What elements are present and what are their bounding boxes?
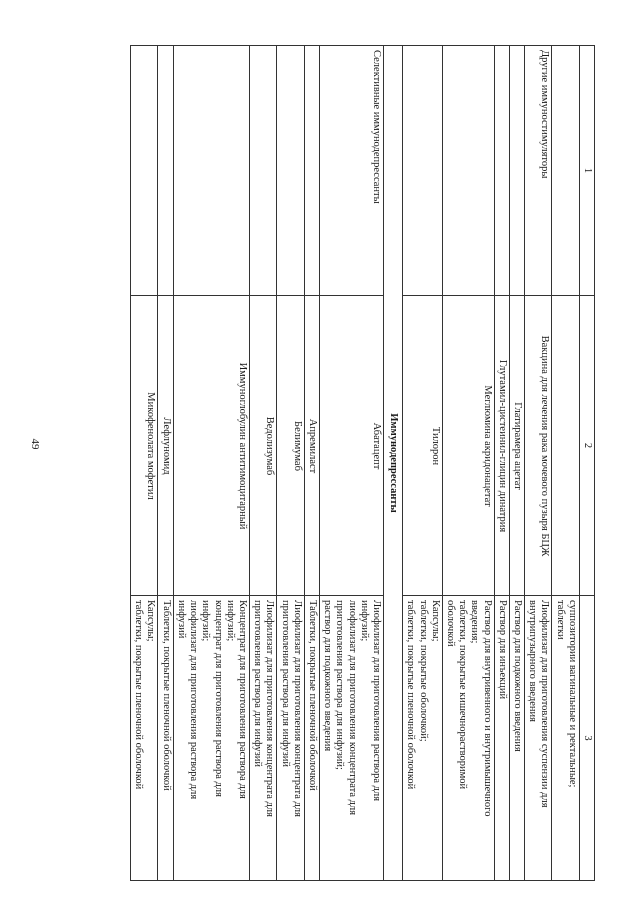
section-title: Иммунодепрессанты [383,46,402,881]
dosage-form-line: инфузий; [224,600,236,642]
dosage-form-line: инфузий; [200,600,212,642]
dosage-form-line: раствор для подкожного введения [322,600,334,752]
rotated-table-container [105,45,595,880]
dosage-form-line: таблетки [554,600,566,640]
dosage-form-line: приготовления раствора для инфузий [279,600,291,768]
dosage-form-line: Раствор для подкожного введения [511,600,523,752]
pharmacological-group-cell [304,46,319,296]
dosage-form-line: Лиофилизат для приготовления концентрата для [264,600,276,817]
table-row [277,46,304,881]
dosage-form-line: Капсулы; [145,600,157,642]
dosage-form-line: Лиофилизат для приготовления суспензии для [539,600,551,808]
dosage-form-line: оболочкой [444,600,456,647]
pharmacological-group-cell [277,46,304,296]
dosage-form-cell [173,596,249,881]
drug-name-cell [552,296,579,596]
dosage-form-cell [552,596,579,881]
table-row [552,46,579,881]
dosage-form-line: Лиофилизат для приготовления концентрата для [291,600,303,817]
pharmacological-group-cell [173,46,249,296]
pharmacological-group-cell: Другие иммуностимуляторы [524,46,551,296]
drug-name-cell: Глатирамера ацетат [509,296,524,596]
dosage-form-line: лиофилизат для приготовления концентрата для [346,600,358,816]
dosage-form-line: Раствор для инъекций [496,600,508,700]
section-row [383,46,402,881]
pharmacological-group-cell [509,46,524,296]
table-row [403,46,443,881]
drug-name-cell: Лефлуномид [158,296,173,596]
pharmacological-group-cell [442,46,494,296]
page-number: 49 [29,438,41,450]
dosage-form-cell [509,596,524,881]
drug-name-cell: Белимумаб [277,296,304,596]
column-header: 2 [579,296,594,596]
table-row [249,46,276,881]
dosage-form-cell [524,596,551,881]
dosage-form-line: инфузий [175,600,187,639]
dosage-form-line: лиофилизат для приготовления раствора для [188,600,200,800]
table-header-row [579,46,594,881]
drug-name-cell: Абатацепт [319,296,383,596]
dosage-form-line: инфузий; [358,600,370,642]
pharmacological-group-cell [158,46,173,296]
drug-name-cell: Апремиласт [304,296,319,596]
dosage-form-line: введения; [469,600,481,644]
pharmacological-group-cell [249,46,276,296]
dosage-form-line: таблетки, покрытые кишечнорастворимой [457,600,469,790]
table-row [319,46,383,881]
dosage-form-line: концентрат для приготовления раствора для [212,600,224,797]
dosage-form-cell [442,596,494,881]
drug-name-cell: Ведолизумаб [249,296,276,596]
dosage-form-line: Раствор для внутривенного и внутримышечного [481,600,493,817]
pharmacological-group-cell [131,46,158,296]
dosage-form-line: Таблетки, покрытые пленочной оболочкой [306,600,318,791]
dosage-form-cell [277,596,304,881]
drug-name-cell: Иммуноглобулин антитимоцитарный [173,296,249,596]
dosage-form-cell [131,596,158,881]
dosage-form-cell [304,596,319,881]
table-row [173,46,249,881]
dosage-form-cell [319,596,383,881]
table-row [158,46,173,881]
dosage-form-cell [403,596,443,881]
dosage-form-line: таблетки, покрытые пленочной оболочкой [405,600,417,790]
pharmacological-group-cell [552,46,579,296]
dosage-form-cell [158,596,173,881]
table-row [509,46,524,881]
drug-name-cell: Тилорон [403,296,443,596]
dosage-form-line: Концентрат для приготовления раствора для [236,600,248,799]
pharmacological-group-cell [403,46,443,296]
dosage-form-line: Лиофилизат для приготовления раствора для [370,600,382,802]
dosage-form-line: Таблетки, покрытые пленочной оболочкой [160,600,172,791]
drug-name-cell: Меглюмина акридонацетат [442,296,494,596]
dosage-form-cell [494,596,509,881]
column-header: 3 [579,596,594,881]
pharmacological-group-cell [494,46,509,296]
dosage-form-cell [249,596,276,881]
table-row [442,46,494,881]
column-header: 1 [579,46,594,296]
dosage-form-line: приготовления раствора для инфузий [252,600,264,768]
table-row [131,46,158,881]
table-row [494,46,509,881]
table-row [524,46,551,881]
dosage-form-line: Капсулы; [429,600,441,642]
dosage-form-line: приготовления раствора для инфузий; [334,600,346,770]
table-row [304,46,319,881]
dosage-form-line: таблетки, покрытые оболочкой; [417,600,429,742]
dosage-form-line: таблетки, покрытые пленочной оболочкой [133,600,145,790]
drug-name-cell: Вакцина для лечения рака мочевого пузыря БЦЖ [524,296,551,596]
dosage-form-line: внутрипузырного введения [527,600,539,722]
drug-name-cell: Глутамил-цистеинил-глицин динатрия [494,296,509,596]
drug-table [130,45,595,881]
pharmacological-group-cell: Селективные иммунодепрессанты [319,46,383,296]
dosage-form-line: суппозитории вагинальные и ректальные; [566,600,578,788]
drug-name-cell: Микофенолата мофетил [131,296,158,596]
